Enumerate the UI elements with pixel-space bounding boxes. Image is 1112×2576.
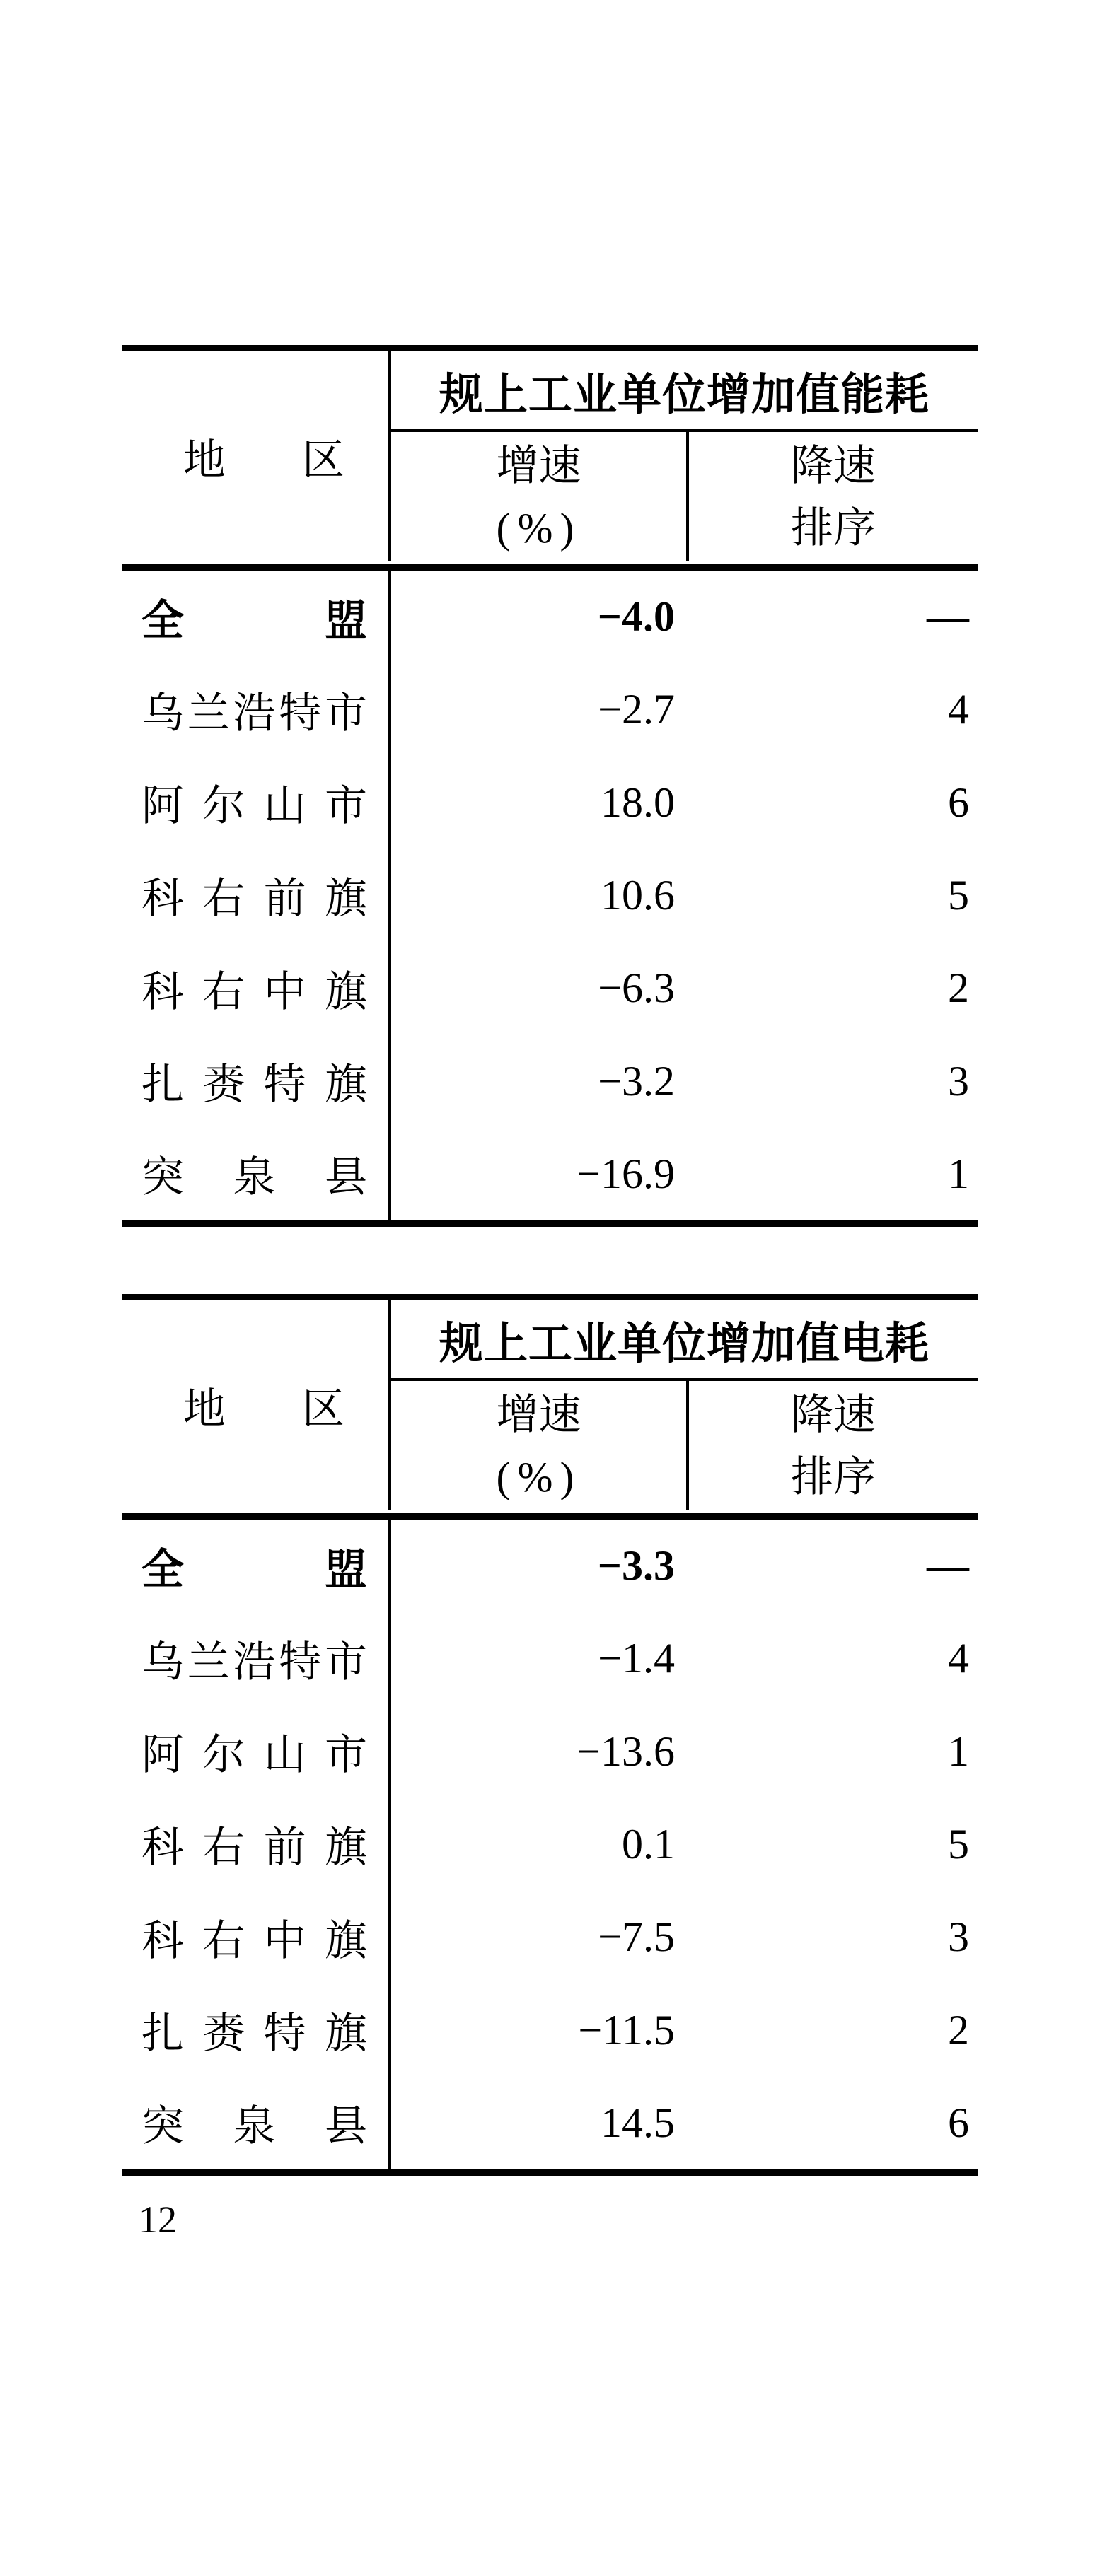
growth-cell: −2.7: [598, 686, 675, 733]
char: 特: [263, 2010, 306, 2058]
rank-cell: 4: [948, 1635, 969, 1682]
growth-header-unit: (%): [496, 504, 581, 552]
char: 赉: [202, 1061, 245, 1109]
rank-cell: 5: [948, 1820, 969, 1867]
char: 乌: [141, 689, 184, 737]
char: 扎: [141, 2010, 184, 2058]
char: 旗: [324, 875, 367, 923]
char: 地: [183, 436, 226, 484]
char: 前: [263, 1824, 306, 1872]
table-body: [122, 571, 978, 1220]
table-body: [122, 1520, 978, 2169]
region-column-header: [122, 351, 391, 561]
char: 右: [202, 968, 245, 1015]
growth-cell: −3.3: [597, 1542, 675, 1590]
rank-cell: 2: [948, 964, 969, 1012]
table-row: [122, 1612, 978, 1705]
table-electricity-consumption: [122, 1294, 978, 2176]
rank-cell: —: [927, 593, 969, 641]
char: 旗: [324, 1061, 367, 1109]
char: 科: [141, 875, 184, 923]
char: 尔: [202, 783, 245, 830]
char: 特: [263, 1061, 306, 1109]
char: 兰: [187, 689, 230, 737]
table-row: [122, 571, 978, 663]
region-cell: [122, 942, 391, 1035]
char: 浩: [233, 689, 276, 737]
char: 旗: [324, 2010, 367, 2058]
growth-cell: −1.4: [598, 1635, 675, 1682]
table-row: [122, 663, 978, 756]
region-cell: [122, 1035, 391, 1127]
growth-cell: 18.0: [601, 779, 675, 826]
growth-header-label: 增速: [496, 1391, 581, 1438]
growth-cell: −7.5: [598, 1913, 675, 1961]
rank-cell: 5: [948, 871, 969, 919]
char: 市: [324, 783, 367, 830]
char: 阿: [141, 1732, 184, 1779]
rank-column-header: [686, 432, 978, 561]
table-row: [122, 1983, 978, 2076]
rank-cell: 3: [948, 1913, 969, 1961]
char: 市: [324, 1732, 367, 1779]
char: 突: [141, 1154, 184, 1201]
char: 特: [279, 689, 322, 737]
region-cell: [122, 663, 391, 756]
table-row: [122, 942, 978, 1035]
char: 赉: [202, 2010, 245, 2058]
char: 兰: [187, 1638, 230, 1686]
char: 科: [141, 1917, 184, 1964]
char: 旗: [324, 1824, 367, 1872]
char: 县: [325, 2103, 367, 2150]
rank-cell: 6: [948, 2099, 969, 2146]
growth-cell: −11.5: [578, 2006, 675, 2053]
table-row: [122, 1798, 978, 1891]
table-row: [122, 1891, 978, 1983]
char: 科: [141, 1824, 184, 1872]
growth-header-unit: (%): [496, 1453, 581, 1500]
table-row: [122, 757, 978, 849]
region-cell: [122, 757, 391, 849]
rank-header-label: 降速: [791, 1391, 876, 1438]
table-row: [122, 1520, 978, 1612]
growth-cell: 14.5: [601, 2099, 675, 2146]
char: 盟: [325, 1546, 367, 1593]
region-cell: [122, 1706, 391, 1798]
char: 突: [141, 2103, 184, 2150]
growth-cell: −16.9: [577, 1150, 675, 1197]
region-cell: [122, 1128, 391, 1220]
table-row: [122, 1128, 978, 1220]
char: 盟: [325, 597, 367, 644]
growth-header-label: 增速: [496, 442, 581, 489]
char: 山: [263, 783, 306, 830]
char: 区: [302, 1385, 344, 1433]
growth-cell: −6.3: [598, 964, 675, 1012]
rank-header-label2: 排序: [791, 1453, 876, 1500]
region-cell: [122, 1612, 391, 1705]
region-column-header: [122, 1300, 391, 1510]
rank-cell: —: [927, 1542, 969, 1590]
char: 泉: [233, 2103, 276, 2150]
char: 科: [141, 968, 184, 1015]
rank-cell: 4: [948, 686, 969, 733]
char: 右: [202, 875, 245, 923]
rank-cell: 2: [948, 2006, 969, 2053]
rank-header-label2: 排序: [791, 504, 876, 552]
table-row: [122, 849, 978, 942]
growth-cell: −13.6: [577, 1727, 675, 1775]
table-row: [122, 2077, 978, 2169]
char: 旗: [324, 968, 367, 1015]
char: 地: [183, 1385, 226, 1433]
char: 扎: [141, 1061, 184, 1109]
char: 山: [263, 1732, 306, 1779]
char: 中: [263, 968, 306, 1015]
growth-column-header: [391, 1381, 686, 1510]
char: 市: [325, 689, 367, 737]
rank-header-label: 降速: [791, 442, 876, 489]
region-cell: [122, 1520, 391, 1612]
region-cell: [122, 849, 391, 942]
rank-cell: 3: [948, 1057, 969, 1105]
char: 阿: [141, 783, 184, 830]
table-row: [122, 1035, 978, 1127]
char: 泉: [233, 1154, 276, 1201]
growth-column-header: [391, 432, 686, 561]
char: 乌: [141, 1638, 184, 1686]
char: 县: [325, 1154, 367, 1201]
char: 全: [141, 1546, 184, 1593]
char: 区: [302, 436, 344, 484]
growth-cell: 0.1: [622, 1820, 675, 1867]
growth-cell: 10.6: [601, 871, 675, 919]
region-cell: [122, 2077, 391, 2169]
table-title: 规上工业单位增加值电耗: [391, 1300, 978, 1381]
table-row: [122, 1706, 978, 1798]
table-header: [122, 351, 978, 571]
rank-cell: 1: [948, 1150, 969, 1197]
char: 右: [202, 1917, 245, 1964]
table-header: [122, 1300, 978, 1520]
char: 右: [202, 1824, 245, 1872]
page-number: 12: [139, 2198, 177, 2241]
char: 前: [263, 875, 306, 923]
rank-cell: 6: [948, 779, 969, 826]
rank-column-header: [686, 1381, 978, 1510]
char: 旗: [324, 1917, 367, 1964]
rank-cell: 1: [948, 1727, 969, 1775]
char: 尔: [202, 1732, 245, 1779]
char: 市: [325, 1638, 367, 1686]
region-cell: [122, 1798, 391, 1891]
table-title: 规上工业单位增加值能耗: [391, 351, 978, 432]
region-cell: [122, 571, 391, 663]
table-energy-consumption: [122, 345, 978, 1227]
char: 中: [263, 1917, 306, 1964]
region-cell: [122, 1891, 391, 1983]
char: 全: [141, 597, 184, 644]
char: 特: [279, 1638, 322, 1686]
growth-cell: −3.2: [598, 1057, 675, 1105]
growth-cell: −4.0: [597, 593, 675, 641]
char: 浩: [233, 1638, 276, 1686]
region-cell: [122, 1983, 391, 2076]
